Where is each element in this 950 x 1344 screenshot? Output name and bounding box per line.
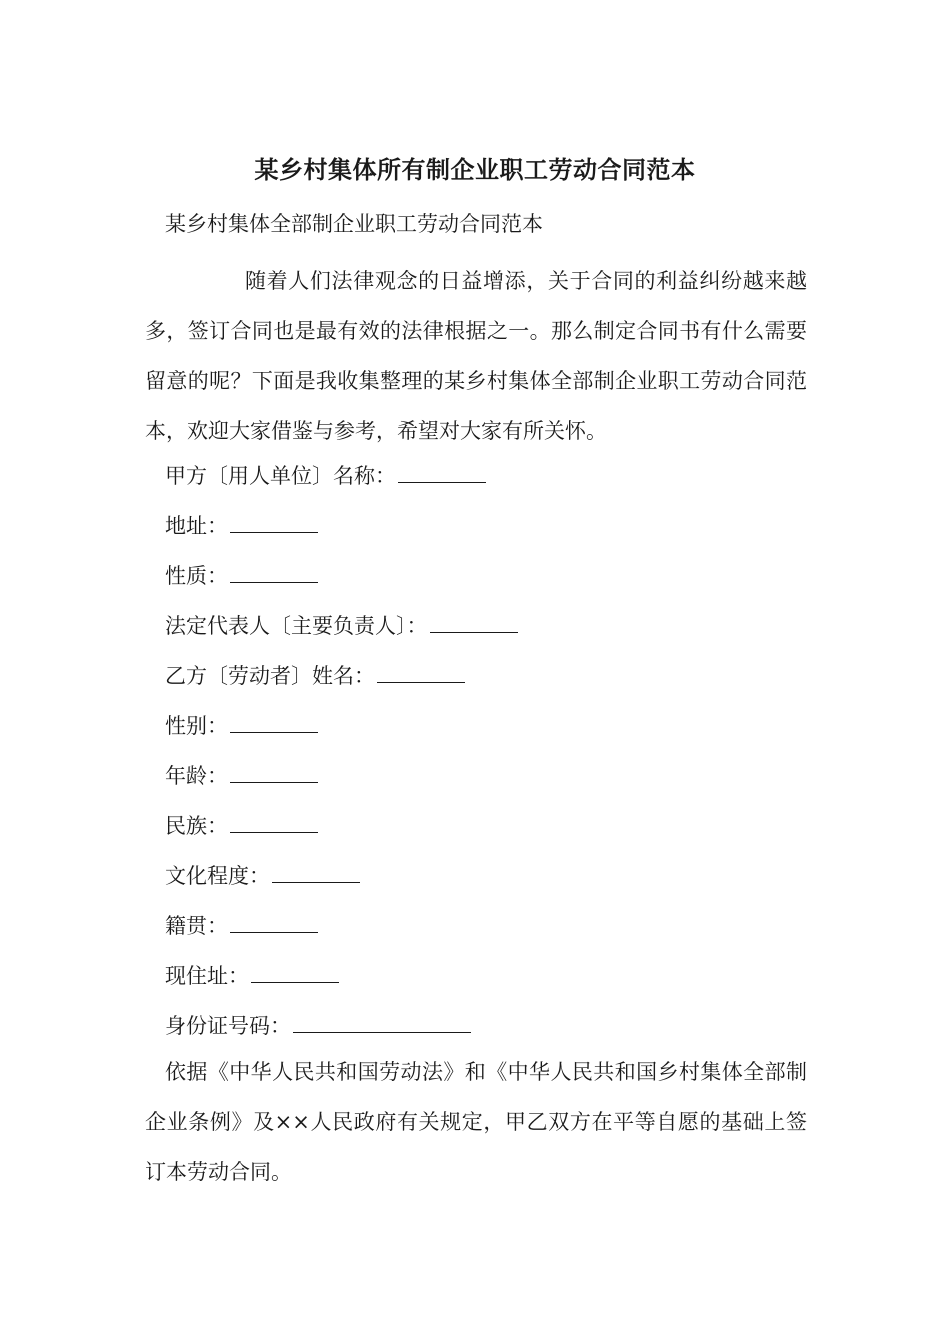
fill-in-blank[interactable] [230,558,318,583]
fill-in-blank[interactable] [293,1008,471,1033]
field-party-b-name [165,658,465,692]
field-label: 身份证号码： [165,1014,291,1038]
fill-in-blank[interactable] [430,608,518,633]
fill-in-blank[interactable] [230,708,318,733]
field-label: 民族： [165,814,228,838]
field-age [165,758,318,792]
field-label: 地址： [165,514,228,538]
field-label: 年龄： [165,764,228,788]
field-residence [165,958,339,992]
field-label: 性别： [165,714,228,738]
fill-in-blank[interactable] [377,658,465,683]
document-subtitle: 某乡村集体全部制企业职工劳动合同范本 [165,212,543,236]
field-label: 籍贯： [165,914,228,938]
field-label: 甲方〔用人单位〕名称： [165,464,396,488]
field-education [165,858,360,892]
field-address [165,508,318,542]
fill-in-blank[interactable] [398,458,486,483]
field-nature [165,558,318,592]
field-id-number [165,1008,471,1042]
field-ethnicity [165,808,318,842]
fill-in-blank[interactable] [272,858,360,883]
intro-paragraph: 随着人们法律观念的日益增添，关于合同的利益纠纷越来越多，签订合同也是最有效的法律根据之一。那么制定合同书有什么需要留意的呢？下面是我收集整理的某乡村集体全部制企业职工劳动合同范本，欢迎大家借鉴与参考，希望对大家有所关怀。 [145,269,807,443]
field-label: 性质： [165,564,228,588]
fill-in-blank[interactable] [230,808,318,833]
field-native-place [165,908,318,942]
fill-in-blank[interactable] [230,908,318,933]
field-label: 现住址： [165,964,249,988]
closing-paragraph: 依据《中华人民共和国劳动法》和《中华人民共和国乡村集体全部制企业条例》及××人民政府有关规定，甲乙双方在平等自愿的基础上签订本劳动合同。 [145,1060,807,1184]
field-gender [165,708,318,742]
document-title: 某乡村集体所有制企业职工劳动合同范本 [254,156,696,184]
field-label: 法定代表人〔主要负责人〕： [165,614,428,638]
field-party-a-name [165,458,486,492]
field-label: 文化程度： [165,864,270,888]
fill-in-blank[interactable] [230,508,318,533]
field-legal-representative [165,608,518,642]
field-label: 乙方〔劳动者〕姓名： [165,664,375,688]
fill-in-blank[interactable] [251,958,339,983]
fill-in-blank[interactable] [230,758,318,783]
